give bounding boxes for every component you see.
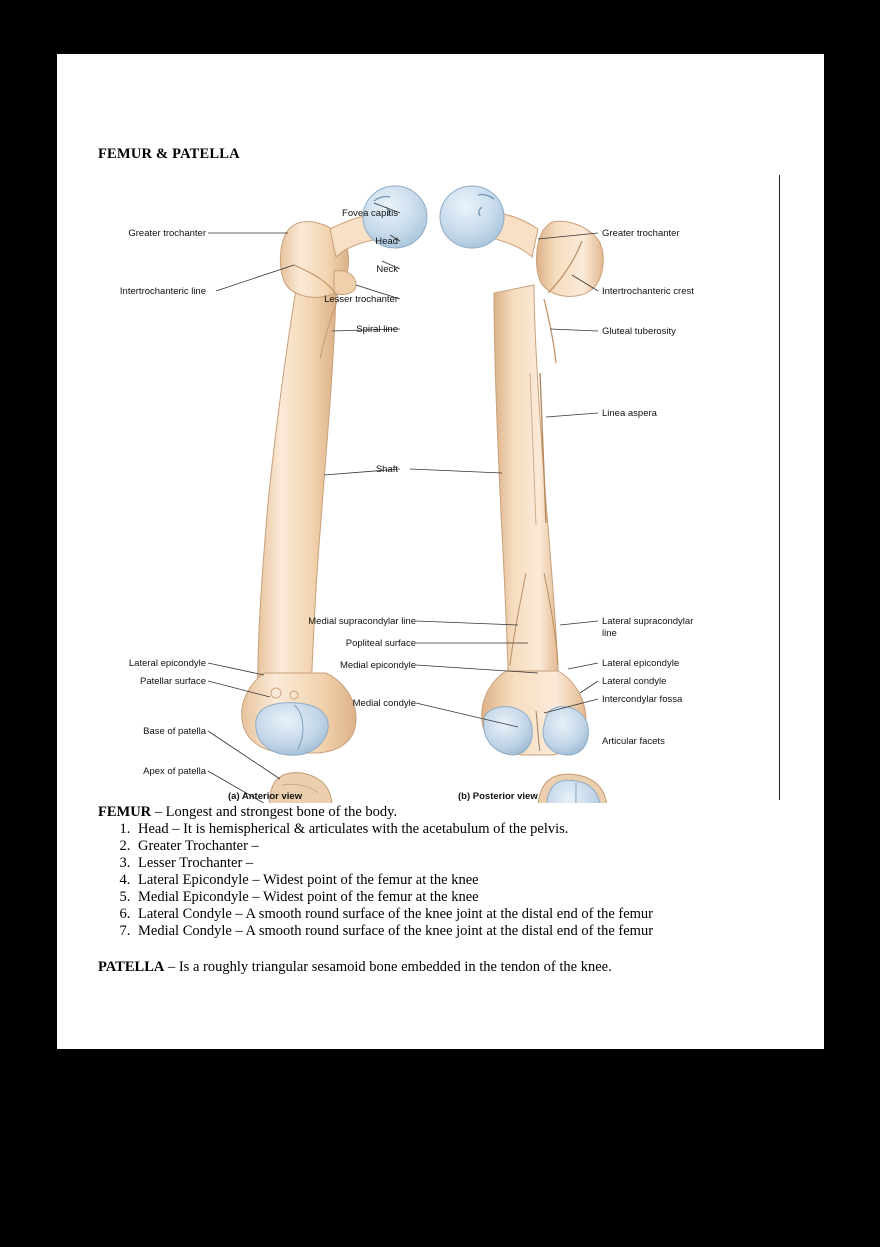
- label-medial-condyle: Medial condyle: [352, 698, 416, 709]
- list-item: 4. Lateral Epicondyle – Widest point of the femur at the knee: [134, 872, 788, 889]
- label-greater-trochanter-left: Greater trochanter: [128, 228, 206, 239]
- label-shaft: Shaft: [375, 464, 398, 475]
- label-spiral-line: Spiral line: [356, 324, 398, 335]
- posterior-femur-drawing: [440, 186, 607, 803]
- femur-feature-list: [98, 821, 788, 940]
- label-lateral-epicondyle-left: Lateral epicondyle: [128, 658, 206, 669]
- label-fovea-capitis: Fovea capitis: [342, 208, 398, 219]
- femur-patella-figure: [98, 173, 788, 803]
- label-apex-of-patella: Apex of patella: [143, 766, 206, 777]
- label-patellar-surface: Patellar surface: [139, 676, 206, 687]
- patella-summary: – Is a roughly triangular sesamoid bone embedded in the tendon of the knee.: [164, 959, 612, 975]
- label-intercondylar-fossa: Intercondylar fossa: [602, 694, 683, 705]
- caption-anterior-view: (a) Anterior view: [228, 791, 303, 802]
- label-gluteal-tuberosity: Gluteal tuberosity: [602, 326, 676, 337]
- label-lateral-epicondyle-right: Lateral epicondyle: [602, 658, 680, 669]
- list-item: 2. Greater Trochanter –: [134, 838, 788, 855]
- label-intertrochanteric-crest: Intertrochanteric crest: [602, 286, 694, 297]
- list-item: 3. Lesser Trochanter –: [134, 855, 788, 872]
- femur-summary: – Longest and strongest bone of the body.: [151, 804, 398, 820]
- label-lateral-supracondylar-line-2: line: [602, 628, 617, 639]
- anterior-femur-drawing: [242, 186, 427, 803]
- label-lateral-supracondylar-line: Lateral supracondylar: [602, 616, 694, 627]
- femur-heading: FEMUR: [98, 804, 152, 820]
- list-item: 7. Medial Condyle – A smooth round surface of the knee joint at the distal end of the femur: [134, 923, 788, 940]
- femur-patella-illustration: [98, 173, 788, 803]
- label-medial-supracondylar-line: Medial supracondylar line: [308, 616, 416, 627]
- label-articular-facets: Articular facets: [602, 736, 665, 747]
- list-item: 1. Head – It is hemispherical & articulates with the acetabulum of the pelvis.: [134, 821, 788, 838]
- label-head: Head: [375, 236, 398, 247]
- label-medial-epicondyle: Medial epicondyle: [339, 660, 416, 671]
- femur-description: [98, 804, 788, 821]
- page-title: FEMUR & PATELLA: [98, 146, 240, 162]
- caption-posterior-view: (b) Posterior view: [458, 791, 538, 802]
- label-popliteal-surface: Popliteal surface: [345, 638, 416, 649]
- list-item: 5. Medial Epicondyle – Widest point of the femur at the knee: [134, 889, 788, 906]
- label-base-of-patella: Base of patella: [143, 726, 206, 737]
- label-lateral-condyle: Lateral condyle: [602, 676, 667, 687]
- label-linea-aspera: Linea aspera: [602, 408, 657, 419]
- label-intertrochanteric-line: Intertrochanteric line: [119, 286, 206, 297]
- label-greater-trochanter-right: Greater trochanter: [602, 228, 680, 239]
- patella-description: [98, 959, 788, 976]
- patella-heading: PATELLA: [98, 959, 165, 975]
- label-neck: Neck: [376, 264, 398, 275]
- page-content: [98, 146, 788, 976]
- list-item: 6. Lateral Condyle – A smooth round surface of the knee joint at the distal end of the femur: [134, 906, 788, 923]
- document-page: [57, 54, 824, 1049]
- label-lesser-trochanter: Lesser trochanter: [324, 294, 398, 305]
